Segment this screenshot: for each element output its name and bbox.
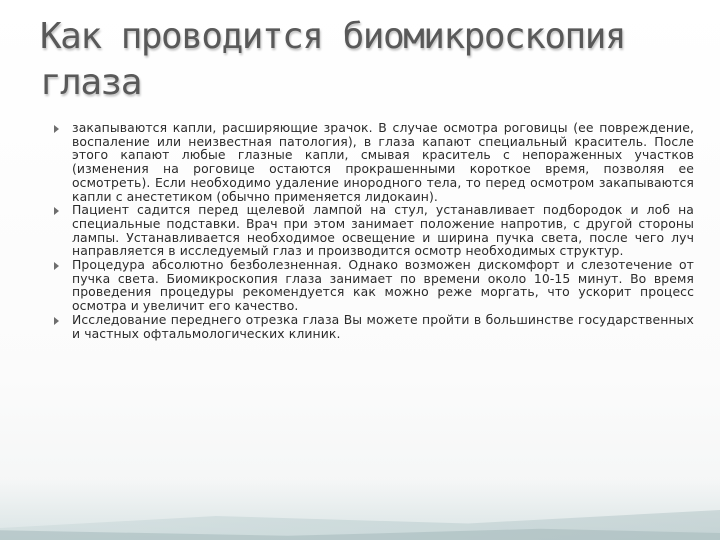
- slide-title-line-1: Как проводится биомикроскопия: [40, 16, 626, 57]
- triangle-bullet-icon: [54, 317, 59, 325]
- slide-title-line-2: глаза: [40, 62, 141, 103]
- list-item: [54, 203, 694, 258]
- triangle-bullet-icon: [54, 262, 59, 270]
- bullet-list: [54, 121, 694, 340]
- list-item-text: Процедура абсолютно безболезненная. Однако возможен дискомфорт и слезотечение от пучка света. Биомикроскопия глаза занимает по времени около 10-15 минут. Во время проведения процедуры рекомендуется как можно реже моргать, что ускорит процесс осмотра и увеличит его качество.: [72, 257, 694, 314]
- triangle-bullet-icon: [54, 207, 59, 215]
- slide-title: [40, 14, 680, 106]
- list-item: [54, 258, 694, 313]
- list-item-text: Исследование переднего отрезка глаза Вы можете пройти в большинстве государственных и частных офтальмологических клиник.: [72, 311, 694, 341]
- list-item: [54, 121, 694, 203]
- list-item: [54, 313, 694, 340]
- list-item-text: Пациент садится перед щелевой лампой на стул, устанавливает подбородок и лоб на специальные подставки. Врач при этом занимает положение напротив, с другой стороны лампы. Устанавливается необходимое освещение и ширина пучка света, после чего луч направляется в исследуемый глаз и производится осмотр необходимых структур.: [72, 202, 694, 259]
- triangle-bullet-icon: [54, 125, 59, 133]
- list-item-text: закапываются капли, расширяющие зрачок. В случае осмотра роговицы (ее повреждение, воспаление или неизвестная патология), в глаза капают специальный краситель. После этого капают любые глазные капли, смывая краситель с непораженных участков (изменения на роговице остаются прокрашенными короткое время, позволяя ее осмотреть). Если необходимо удаление инородного тела, то перед осмотром закапываются капли с анестетиком (обычно применяется лидокаин).: [72, 120, 694, 204]
